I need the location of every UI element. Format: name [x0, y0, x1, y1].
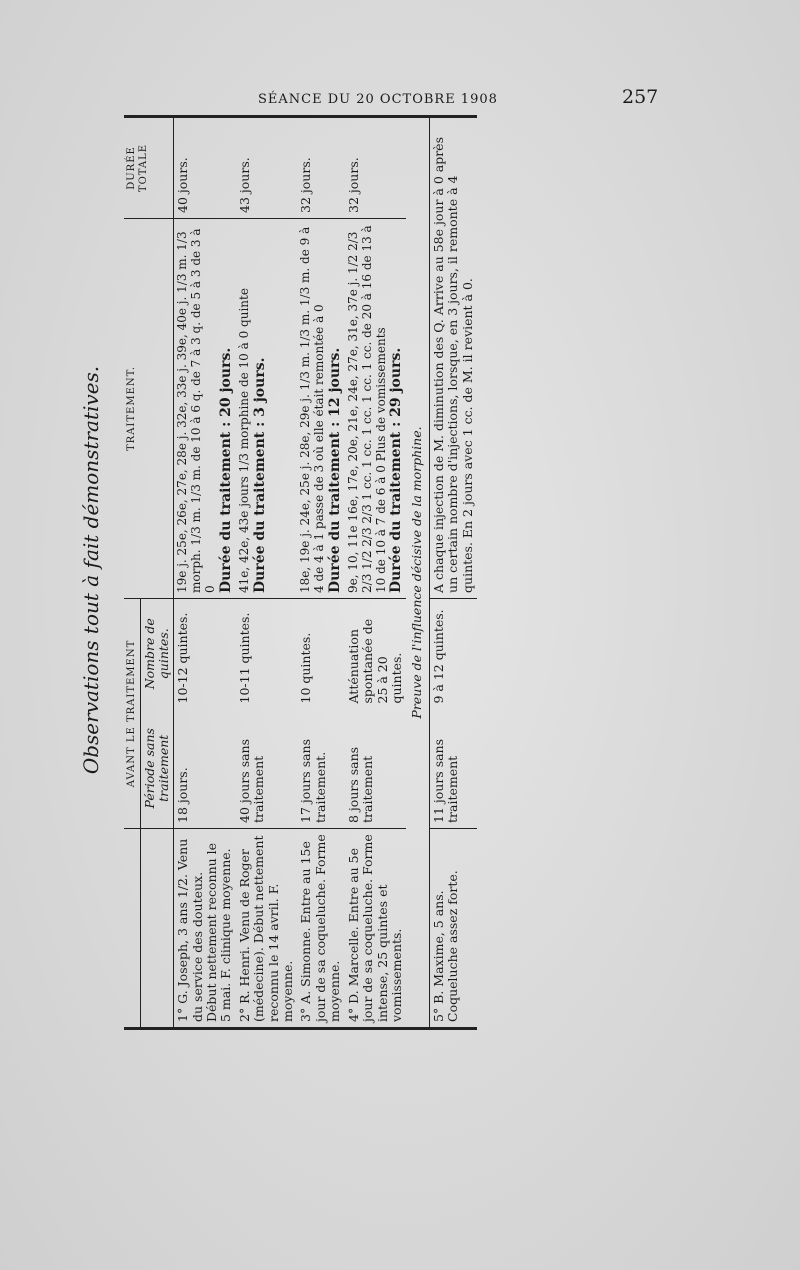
quintes-cell: 10-12 quintes. — [175, 612, 191, 704]
traitement-cell — [297, 218, 345, 598]
traitement-detail: 9e, 10, 11e 16e, 17e, 20e, 21e, 24e, 27e, 31e, 37e j. 1/2 2/3 2/3 1/2 2/3 2/3 1 cc. 1 cc. 1 cc. 1 cc. 1 cc. de 20 à 16 de 13 à 10 de 10 à 7 de 6 à 0 Plus de vomissements — [345, 225, 388, 593]
table-row — [297, 116, 345, 1028]
header-periode: Période sans traitement — [140, 709, 174, 829]
header-nombre: Nombre de quintes. — [140, 598, 174, 708]
observations-table — [124, 115, 477, 1030]
header-duree-totale: DURÉE TOTALE — [124, 116, 174, 218]
page-number: 257 — [622, 86, 659, 108]
traitement-cell: A chaque injection de M. diminution des Q. Arrive au 58e jour à 0 après un certain nombre d'injections, lorsque, en 3 jours, il remonte à 4 quintes. En 2 jours avec 1 cc. de M. il revient à 0. — [429, 116, 477, 598]
periode-cell: 8 jours sans traitement — [345, 709, 407, 829]
traitement-detail: 41e, 42e, 43e jours 1/3 morphine de 10 à 0 quinte — [236, 288, 251, 593]
quintes-cell: Atténuation spontanée de 25 à 20 quintes. — [345, 618, 405, 704]
table-row — [174, 116, 236, 1028]
duree-totale-cell: 43 jours. — [236, 116, 298, 218]
header-avant: AVANT LE TRAITEMENT — [124, 598, 140, 828]
duree-totale-cell: 32 jours. — [345, 116, 407, 218]
traitement-duree: Durée du traitement : 20 jours. — [217, 347, 234, 593]
proof-title-row — [406, 116, 429, 1028]
periode-cell: 17 jours sans traitement. — [297, 709, 345, 829]
proof-title: Preuve de l'influence décisive de la morphine. — [409, 426, 425, 719]
traitement-cell — [236, 218, 298, 598]
quintes-cell: 10 quintes. — [298, 632, 314, 704]
traitement-duree: Durée du traitement : 3 jours. — [251, 357, 268, 593]
table-row — [429, 116, 477, 1028]
table-title: Observations tout à fait démonstratives. — [79, 365, 103, 775]
running-head: SÉANCE DU 20 OCTOBRE 1908 — [258, 92, 498, 107]
rotated-table-block — [80, 110, 640, 1030]
traitement-cell — [345, 218, 407, 598]
header-traitement: TRAITEMENT. — [124, 218, 174, 598]
periode-cell: 11 jours sans traitement — [429, 709, 477, 829]
quintes-cell: 9 à 12 quintes. — [430, 609, 446, 704]
patient-cell: 2° R. Henri. Venu de Roger (médecine). Début nettement reconnu le 14 avril. F. moyenne. — [236, 835, 295, 1022]
duree-totale-cell: 40 jours. — [174, 116, 236, 218]
duree-totale-cell: 32 jours. — [297, 116, 345, 218]
traitement-duree: Durée du traitement : 29 jours. — [388, 347, 405, 593]
traitement-duree: Durée du traitement : 12 jours. — [326, 347, 343, 593]
periode-cell: 40 jours sans traitement — [236, 709, 298, 829]
periode-cell: 18 jours. — [174, 709, 236, 829]
patient-cell: 5° B. Maxime, 5 ans. Coqueluche assez forte. — [430, 870, 461, 1022]
traitement-detail: 19e j. 25e, 26e, 27e, 28e j. 32e, 33e j. 39e, 40e j. 1/3 m. 1/3 morph. 1/3 m. 1/3 m. de 10 à 6 q. de 7 à 3 q. de 5 à 3 de 3 à 0 — [175, 228, 217, 593]
table-row — [236, 116, 298, 1028]
quintes-cell: 10-11 quintes. — [236, 612, 252, 704]
patient-cell: 1° G. Joseph, 3 ans 1/2. Venu du service des douteux. Début nettement reconnu le 5 mai. F. clinique moyenne. — [175, 838, 234, 1022]
patient-cell: 4° D. Marcelle. Entre au 5e jour de sa coqueluche. Forme intense, 25 quintes et vomissements. — [345, 834, 405, 1022]
traitement-cell — [174, 218, 236, 598]
patient-cell: 3° A. Simonne. Entre au 15e jour de sa coqueluche. Forme moyenne. — [298, 834, 342, 1022]
table-row — [345, 116, 407, 1028]
header-row — [124, 116, 140, 1028]
traitement-detail: 18e, 19e j. 24e, 25e j. 28e, 29e j. 1/3 m. 1/3 m. 1/3 m. de 9 à 4 de 4 à 1 passe de 3 où elle était remontée à 0 — [298, 226, 327, 593]
